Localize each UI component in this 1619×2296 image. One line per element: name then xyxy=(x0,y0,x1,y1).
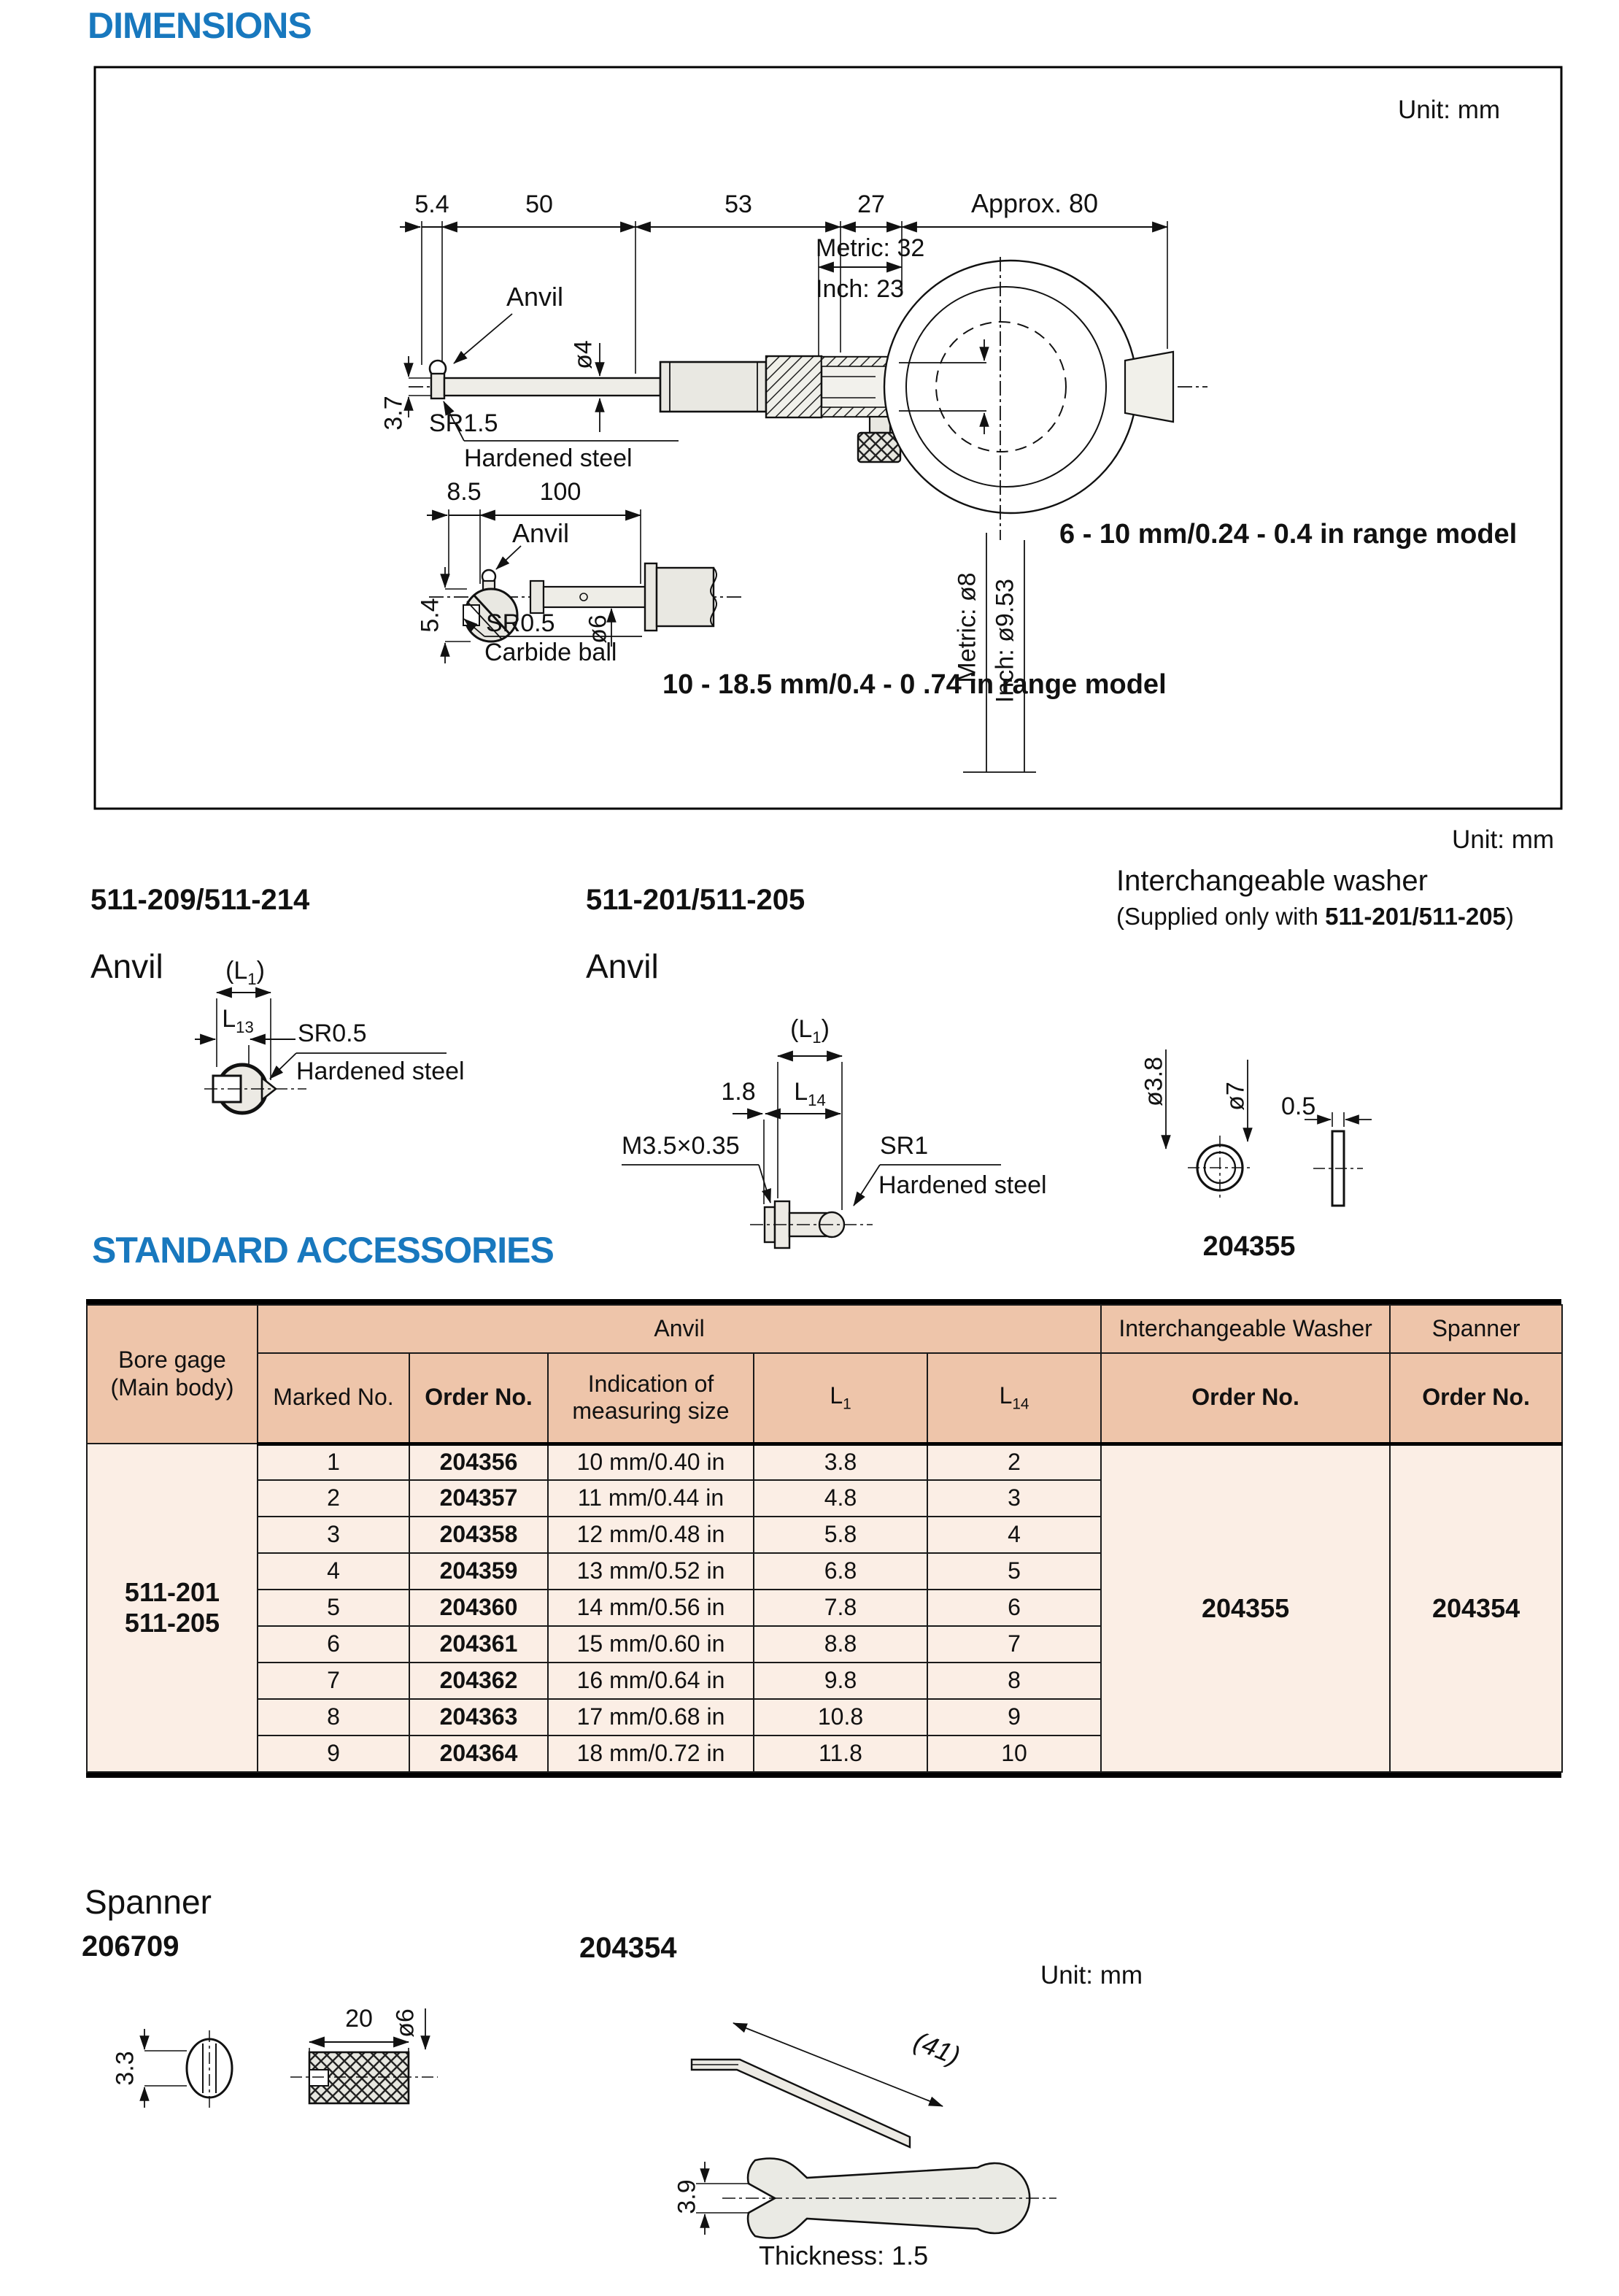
accessories-table xyxy=(86,1304,1563,1773)
code-511-201: 511-201/511-205 xyxy=(586,884,805,916)
cell-size: 14 mm/0.56 in xyxy=(548,1590,754,1626)
washer-order-value: 204355 xyxy=(1101,1444,1390,1772)
label-thread: M3.5×0.35 xyxy=(622,1132,740,1160)
cell-marked: 3 xyxy=(258,1517,409,1553)
cell-size: 16 mm/0.64 in xyxy=(548,1663,754,1699)
washer-subtitle: (Supplied only with 511-201/511-205) xyxy=(1116,903,1514,930)
anvil-callout-a: Anvil xyxy=(506,282,564,312)
col-washer-order: Order No. xyxy=(1101,1353,1390,1444)
stem-metric-dia: Metric: ø8 xyxy=(953,572,981,683)
cell-size: 12 mm/0.48 in xyxy=(548,1517,754,1553)
cell-l14: 2 xyxy=(927,1444,1101,1480)
unit-label-box: Unit: mm xyxy=(1398,96,1500,124)
cell-order: 204363 xyxy=(409,1699,548,1736)
range-model-10-18: 10 - 18.5 mm/0.4 - 0 .74 in range model xyxy=(662,669,1167,700)
washer-drawing xyxy=(1166,1049,1372,1206)
cell-size: 10 mm/0.40 in xyxy=(548,1444,754,1480)
unit-label-middle: Unit: mm xyxy=(1452,825,1554,854)
label-thickness: Thickness: 1.5 xyxy=(759,2241,929,2270)
col-indication: Indication of measuring size xyxy=(548,1353,754,1444)
cell-size: 13 mm/0.52 in xyxy=(548,1553,754,1590)
cell-l1: 6.8 xyxy=(754,1553,927,1590)
cell-l14: 5 xyxy=(927,1553,1101,1590)
dim-3-3: 3.3 xyxy=(111,2051,139,2086)
cell-marked: 7 xyxy=(258,1663,409,1699)
col-l1: $L_1$ xyxy=(754,1353,927,1444)
table-row xyxy=(87,1444,1562,1480)
cell-l14: 3 xyxy=(927,1480,1101,1517)
dim-dia6-b: ø6 xyxy=(584,615,612,644)
dim-dia6-spanner: ø6 xyxy=(391,2008,420,2038)
code-511-209: 511-209/511-214 xyxy=(90,884,310,916)
group-washer: Interchangeable Washer xyxy=(1101,1305,1390,1353)
spanner-order-value: 204354 xyxy=(1390,1444,1562,1772)
dim-3-7: 3.7 xyxy=(379,396,408,431)
col-bore-gage: Bore gage (Main body) xyxy=(87,1305,258,1444)
dim-metric-32: Metric: 32 xyxy=(816,234,925,262)
dim-dia7: ø7 xyxy=(1221,1082,1250,1111)
dim-41: (41) xyxy=(910,2025,965,2071)
cell-l14: 8 xyxy=(927,1663,1101,1699)
anvil-callout-b: Anvil xyxy=(512,518,570,548)
label-l1-mid: $(L_1)$ xyxy=(790,1015,830,1047)
dim-dia4: ø4 xyxy=(569,340,598,369)
material-left: Hardened steel xyxy=(296,1058,465,1085)
cell-order: 204362 xyxy=(409,1663,548,1699)
label-sr1: SR1 xyxy=(880,1132,929,1160)
dim-20: 20 xyxy=(345,2005,373,2033)
label-1-8: 1.8 xyxy=(721,1078,756,1106)
dim-approx-80: Approx. 80 xyxy=(970,188,1099,218)
dim-3-9: 3.9 xyxy=(673,2179,701,2214)
cell-marked: 1 xyxy=(258,1444,409,1480)
label-l13-left: $L_{13}$ xyxy=(222,1005,254,1036)
heading-anvil-mid: Anvil xyxy=(586,947,659,985)
cell-marked: 4 xyxy=(258,1553,409,1590)
cell-l14: 10 xyxy=(927,1736,1101,1772)
cell-l1: 3.8 xyxy=(754,1444,927,1480)
cell-order: 204364 xyxy=(409,1736,548,1772)
group-spanner: Spanner xyxy=(1390,1305,1562,1353)
cell-size: 17 mm/0.68 in xyxy=(548,1699,754,1736)
group-anvil: Anvil xyxy=(258,1305,1101,1353)
dim-53: 53 xyxy=(725,190,752,218)
cell-size: 18 mm/0.72 in xyxy=(548,1736,754,1772)
washer-order-no: 204355 xyxy=(1202,1231,1296,1262)
cell-order: 204361 xyxy=(409,1626,548,1663)
cell-order: 204359 xyxy=(409,1553,548,1590)
dim-5-4-b: 5.4 xyxy=(416,598,444,633)
dim-dia3-8: ø3.8 xyxy=(1140,1056,1168,1107)
spanner-204354-drawing xyxy=(692,2023,1056,2238)
dim-0-5: 0.5 xyxy=(1281,1093,1316,1120)
heading-anvil-left: Anvil xyxy=(90,947,163,985)
cell-l14: 7 xyxy=(927,1626,1101,1663)
material-hardened-steel-a: Hardened steel xyxy=(464,444,633,472)
cell-marked: 5 xyxy=(258,1590,409,1626)
dim-inch-23: Inch: 23 xyxy=(816,275,904,303)
cell-order: 204356 xyxy=(409,1444,548,1480)
material-carbide-ball: Carbide ball xyxy=(484,639,617,666)
dim-5-4: 5.4 xyxy=(414,190,449,218)
accessories-table-wrap xyxy=(86,1299,1561,1778)
range-model-6-10: 6 - 10 mm/0.24 - 0.4 in range model xyxy=(1059,519,1518,550)
dim-27: 27 xyxy=(857,190,885,218)
cell-l1: 10.8 xyxy=(754,1699,927,1736)
spanner-code-204354: 204354 xyxy=(579,1932,677,1964)
cell-l1: 8.8 xyxy=(754,1626,927,1663)
cell-l1: 4.8 xyxy=(754,1480,927,1517)
dimensions-title: DIMENSIONS xyxy=(88,5,312,46)
cell-size: 11 mm/0.44 in xyxy=(548,1480,754,1517)
bore-gage-value: 511-201 511-205 xyxy=(87,1444,258,1772)
col-spanner-order: Order No. xyxy=(1390,1353,1562,1444)
cell-l14: 4 xyxy=(927,1517,1101,1553)
washer-title: Interchangeable washer xyxy=(1116,865,1428,897)
cell-l1: 9.8 xyxy=(754,1663,927,1699)
cell-size: 15 mm/0.60 in xyxy=(548,1626,754,1663)
spanner-code-206709: 206709 xyxy=(82,1930,179,1962)
cell-marked: 8 xyxy=(258,1699,409,1736)
dim-50: 50 xyxy=(525,190,553,218)
col-marked-no: Marked No. xyxy=(258,1353,409,1444)
cell-marked: 2 xyxy=(258,1480,409,1517)
label-l14-mid: $L_{14}$ xyxy=(794,1078,826,1109)
cell-l1: 7.8 xyxy=(754,1590,927,1626)
cell-l14: 9 xyxy=(927,1699,1101,1736)
dim-100: 100 xyxy=(539,478,581,506)
cell-l14: 6 xyxy=(927,1590,1101,1626)
cell-order: 204360 xyxy=(409,1590,548,1626)
col-order-no: Order No. xyxy=(409,1353,548,1444)
label-sr05-left: SR0.5 xyxy=(298,1020,367,1047)
col-l14: $L_{14}$ xyxy=(927,1353,1101,1444)
cell-marked: 9 xyxy=(258,1736,409,1772)
spanner-title: Spanner xyxy=(85,1883,212,1921)
label-l1-left: $(L_1)$ xyxy=(225,957,265,988)
dim-sr1-5: SR1.5 xyxy=(429,409,498,437)
cell-order: 204357 xyxy=(409,1480,548,1517)
material-mid: Hardened steel xyxy=(878,1171,1047,1199)
cell-l1: 11.8 xyxy=(754,1736,927,1772)
dim-8-5: 8.5 xyxy=(447,478,482,506)
accessories-title: STANDARD ACCESSORIES xyxy=(92,1230,554,1271)
cell-marked: 6 xyxy=(258,1626,409,1663)
cell-order: 204358 xyxy=(409,1517,548,1553)
dim-sr0-5-b: SR0.5 xyxy=(486,609,555,637)
stem-inch-dia: Inch: ø9.53 xyxy=(991,578,1019,704)
unit-label-bottom: Unit: mm xyxy=(1040,1961,1143,1989)
cell-l1: 5.8 xyxy=(754,1517,927,1553)
